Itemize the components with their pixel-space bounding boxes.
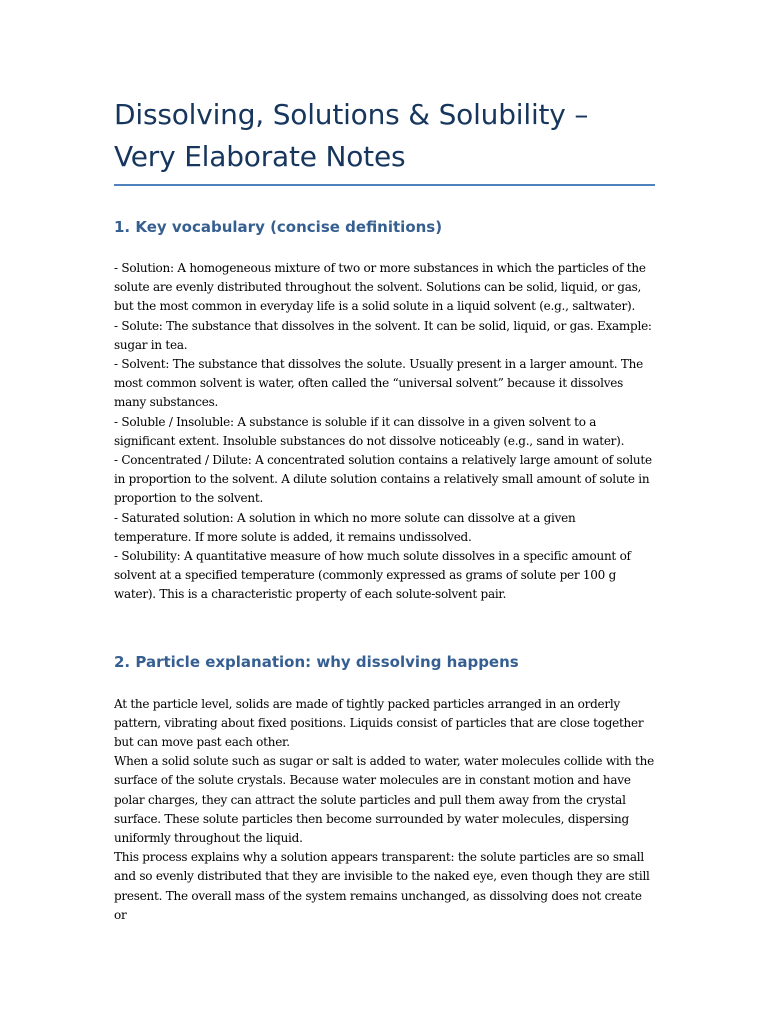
definition-saturated-solution: - Saturated solution: A solution in which no more solute can dissolve at a given temperature. If more solute is added, it remains undissolved. xyxy=(114,510,576,544)
paragraph-dissolving-process: When a solid solute such as sugar or salt is added to water, water molecules collide with the surface of the solute crystals. Because water molecules are in constant motion and have polar charges, they can attract the solute particles and pull them away from the crystal surface. These solute particles then become surrounded by water molecules, dispersing uniformly throughout the liquid. xyxy=(114,754,654,846)
definition-solvent: - Solvent: The substance that dissolves the solute. Usually present in a larger amount. The most common solvent is water, often called the “universal solvent” because it dissolves many substances. xyxy=(114,357,643,410)
title-underline xyxy=(114,184,655,186)
paragraph-transparency: This process explains why a solution appears transparent: the solute particles are so small and so evenly distributed that they are invisible to the naked eye, even though they are still present. The overall mass of the system remains unchanged, as dissolving does not create or xyxy=(114,850,650,922)
definition-concentrated-dilute: - Concentrated / Dilute: A concentrated solution contains a relatively large amount of solute in proportion to the solvent. A dilute solution contains a relatively small amount of solute in proportion to the solvent. xyxy=(114,453,652,506)
particle-explanation-body xyxy=(114,695,655,925)
definition-solute: - Solute: The substance that dissolves in the solvent. It can be solid, liquid, or gas. Example: sugar in tea. xyxy=(114,318,652,352)
definition-soluble-insoluble: - Soluble / Insoluble: A substance is soluble if it can dissolve in a given solvent to a significant extent. Insoluble substances do not dissolve noticeably (e.g., sand in water). xyxy=(114,414,625,448)
section-heading-particle-explanation: 2. Particle explanation: why dissolving happens xyxy=(114,652,519,671)
paragraph-particle-level: At the particle level, solids are made of tightly packed particles arranged in an orderly pattern, vibrating about fixed positions. Liquids consist of particles that are close together but can move past each other. xyxy=(114,696,644,750)
definition-solubility: - Solubility: A quantitative measure of how much solute dissolves in a specific amount of solvent at a specified temperature (commonly expressed as grams of solute per 100 g water). This is a characteristic property of each solute-solvent pair. xyxy=(114,549,631,602)
document-page xyxy=(114,94,655,925)
section-heading-vocabulary: 1. Key vocabulary (concise definitions) xyxy=(114,218,443,236)
vocabulary-definitions xyxy=(114,259,655,605)
document-title: Dissolving, Solutions & Solubility – Very Elaborate Notes xyxy=(114,98,589,173)
definition-solution: - Solution: A homogeneous mixture of two or more substances in which the particles of the solute are evenly distributed throughout the solvent. Solutions can be solid, liquid, or gas, but the most common in everyday life is a solid solute in a liquid solvent (e.g., saltwater). xyxy=(114,261,646,314)
